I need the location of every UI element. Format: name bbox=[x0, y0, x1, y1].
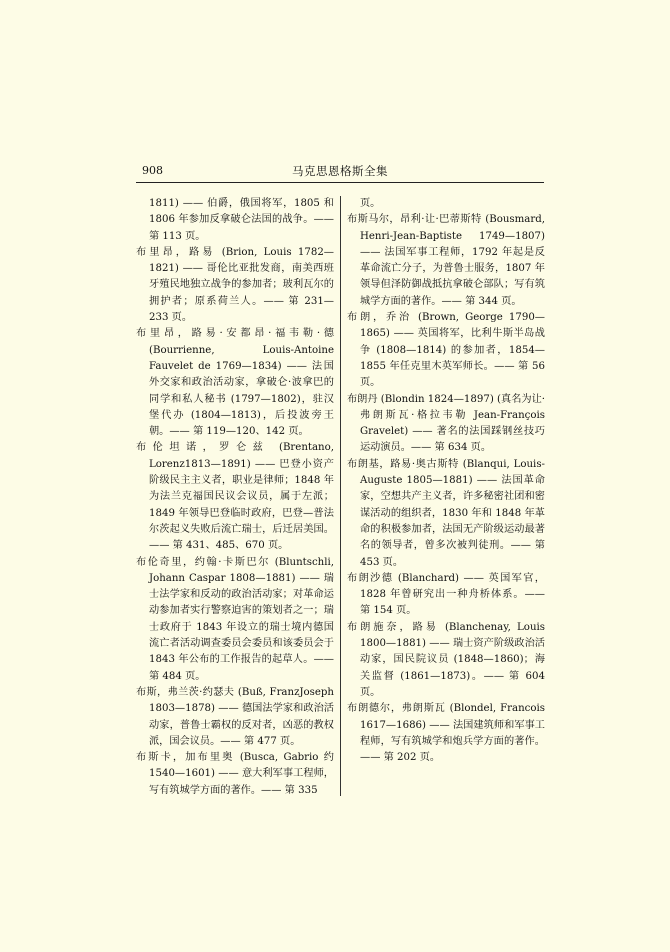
index-entry: 布朗，乔治 (Brown, George 1790—1865) —— 英国将军，比利牛斯半岛战争 (1808—1814) 的参加者，1854—1855 年任克里木英军师长。—— 第 56 页。 bbox=[347, 312, 545, 389]
index-entry: 页。 bbox=[360, 198, 381, 209]
index-entry: 布朗施奈，路易 (Blanchenay, Louis 1800—1881) —— 瑞士资产阶级政治活动家，国民院议员 (1848—1860)；海关监督 (1861—1873)。—— 第 604 页。 bbox=[347, 621, 545, 698]
running-title: 马克思恩格斯全集 bbox=[292, 164, 388, 178]
page-header bbox=[136, 162, 544, 183]
index-entry: 布伦坦诺，罗仑兹 (Brentano, Lorenz1813—1891) —— 巴登小资产阶级民主主义者，职业是律师；1848 年为法兰克福国民议会议员，属于左派；1849 年领导巴登临时政府，巴登—普法尔茨起义失败后流亡瑞士，后迁居美国。—— 第 431、485、670 页。 bbox=[136, 442, 334, 552]
index-entry: 布斯卡，加布里奥 (Busca, Gabrio 约 1540—1601) —— 意大利军事工程师，写有筑城学方面的著作。—— 第 335 bbox=[136, 752, 334, 796]
left-column bbox=[136, 196, 334, 799]
index-entry: 布里昂，路易·安都昂·福韦勒·德 (Bourrienne, Louis-Antoine Fauvelet de 1769—1834) —— 法国外交家和政治活动家，拿破仑·波拿巴的同学和私人秘书 (1797—1802)，驻汉堡代办 (1804—1813)，后投波旁王朝。—— 第 119—120、142 页。 bbox=[136, 328, 334, 438]
index-entry: 布朗丹 (Blondin 1824—1897) (真名为让·弗朗斯瓦·格拉韦勒 Jean-François Gravelet) —— 著名的法国踩钢丝技巧运动演员。—— 第 634 页。 bbox=[347, 393, 546, 454]
index-entry: 布伦奇里，约翰·卡斯巴尔 (Bluntschli, Johann Caspar 1808—1881) —— 瑞士法学家和反动的政治活动家；对革命运动参加者实行警察迫害的策划者之一；瑞士政府于 1843 年设立的瑞士境内德国流亡者活动调查委员会委员和该委员会于 1843 年公布的工作报告的起草人。—— 第 484 页。 bbox=[136, 556, 334, 682]
index-entry: 1811) —— 伯爵，俄国将军，1805 和 1806 年参加反拿破仑法国的战争。—— 第 113 页。 bbox=[149, 198, 334, 242]
index-entry: 布朗德尔，弗朗斯瓦 (Blondel, Francois 1617—1686) —— 法国建筑师和军事工程师，写有筑城学和炮兵学方面的著作。—— 第 202 页。 bbox=[347, 703, 545, 764]
index-entry: 布朗沙德 (Blanchard) —— 英国军官，1828 年曾研究出一种舟桥体系。—— 第 154 页。 bbox=[347, 572, 545, 617]
index-entry: 布里昂，路易 (Brion, Louis 1782—1821) —— 哥伦比亚批发商，南美西班牙殖民地独立战争的参加者；玻利瓦尔的拥护者；原系荷兰人。—— 第 231—233 页。 bbox=[136, 246, 334, 324]
page-number: 908 bbox=[142, 164, 163, 177]
index-entry: 布朗基，路易·奥古斯特 (Blanqui, Louis-Auguste 1805—1881) —— 法国革命家，空想共产主义者，许多秘密社团和密谋活动的组织者，1830 年和 1848 年革命的积极参加者，法国无产阶级运动最著名的领导者，曾多次被判徒刑。—— 第 453 页。 bbox=[347, 458, 545, 568]
index-entry: 布斯，弗兰茨·约瑟夫 (Buß, FranzJoseph 1803—1878) —— 德国法学家和政治活动家，普鲁士霸权的反对者，凶恶的教权派，国会议员。—— 第 477 页。 bbox=[136, 686, 334, 747]
index-entry: 布斯马尔，昂利·让·巴蒂斯特 (Bousmard, Henri-Jean-Baptiste 1749—1807) —— 法国军事工程师，1792 年起是反革命流亡分子，为普鲁士服务，1807 年领导但泽防御战抵抗拿破仑部队；写有筑城学方面的著作。—— 第 344 页。 bbox=[347, 214, 545, 307]
column-divider bbox=[340, 196, 341, 796]
right-column bbox=[347, 196, 545, 766]
